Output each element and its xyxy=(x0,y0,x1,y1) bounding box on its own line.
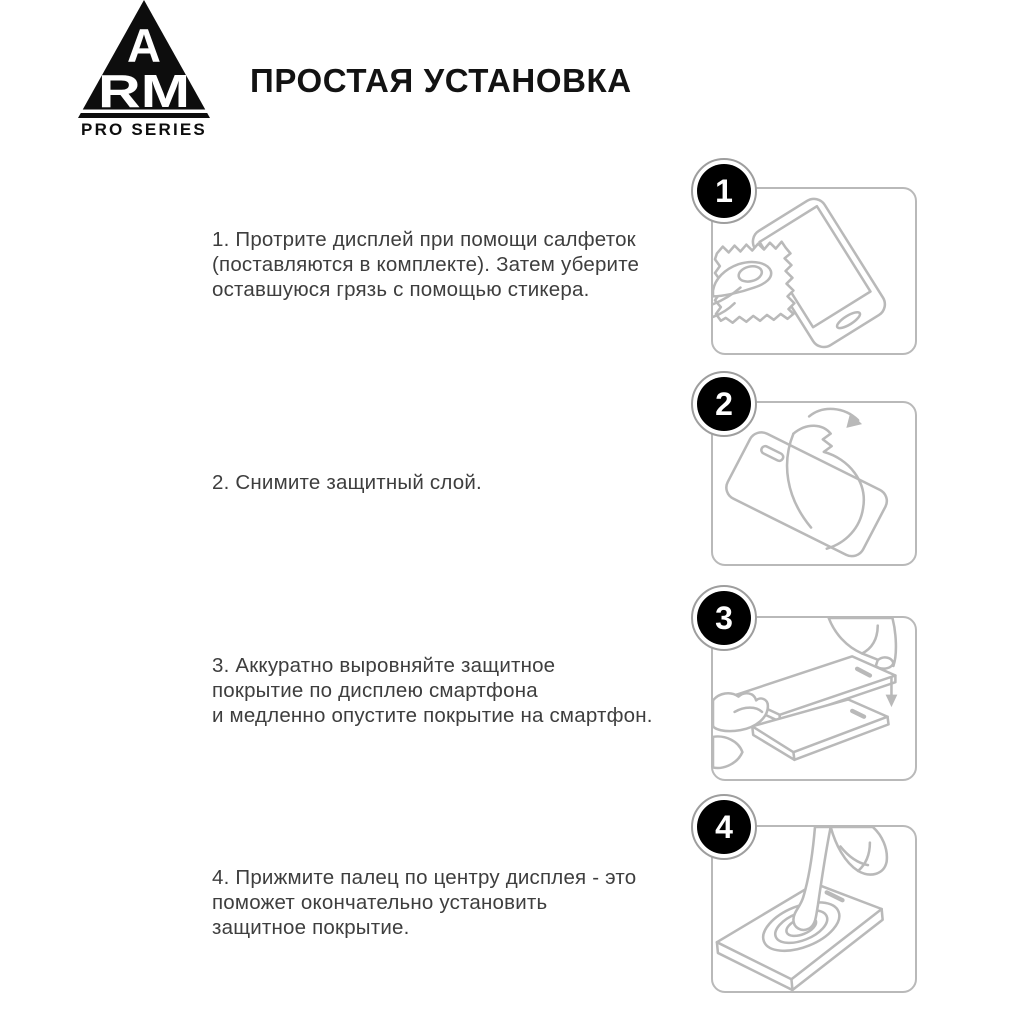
step-1-text xyxy=(212,227,692,302)
logo-subtitle: PRO SERIES xyxy=(81,120,207,139)
step-2-text xyxy=(212,470,692,495)
step-4-line-1: 4. Прижмите палец по центру дисплея - это xyxy=(212,866,637,889)
step-3-text xyxy=(212,653,692,728)
step-2-number: 2 xyxy=(715,386,733,422)
step-4-number: 4 xyxy=(715,809,733,845)
step-3-line-1: 3. Аккуратно выровняйте защитное xyxy=(212,654,556,677)
step-1-line-1: 1. Протрите дисплей при помощи салфеток xyxy=(212,228,636,251)
step-4-text xyxy=(212,865,692,940)
step-1-number: 1 xyxy=(715,173,733,209)
step-2-number-badge xyxy=(691,371,757,437)
step-4-line-3: защитное покрытие. xyxy=(212,916,410,939)
step-3-line-2: покрытие по дисплею смартфона xyxy=(212,679,538,702)
step-1-number-badge xyxy=(691,158,757,224)
page-title: ПРОСТАЯ УСТАНОВКА xyxy=(250,62,632,99)
step-4-line-2: поможет окончательно установить xyxy=(212,891,548,914)
logo-letters-rm: RM xyxy=(98,65,190,117)
step-3-line-3: и медленно опустите покрытие на смартфон. xyxy=(212,704,653,727)
arm-triangle-logo-icon xyxy=(78,0,210,120)
step-1-line-2: (поставляются в комплекте). Затем уберите xyxy=(212,253,640,276)
step-1-line-3: оставшуюся грязь с помощью стикера. xyxy=(212,278,590,301)
brand-logo xyxy=(78,0,210,142)
step-3-number-badge xyxy=(691,585,757,651)
step-3-number: 3 xyxy=(715,600,733,636)
step-2-line-1: 2. Снимите защитный слой. xyxy=(212,471,482,494)
logo-letter-a: A xyxy=(127,19,161,72)
step-4-number-badge xyxy=(691,794,757,860)
